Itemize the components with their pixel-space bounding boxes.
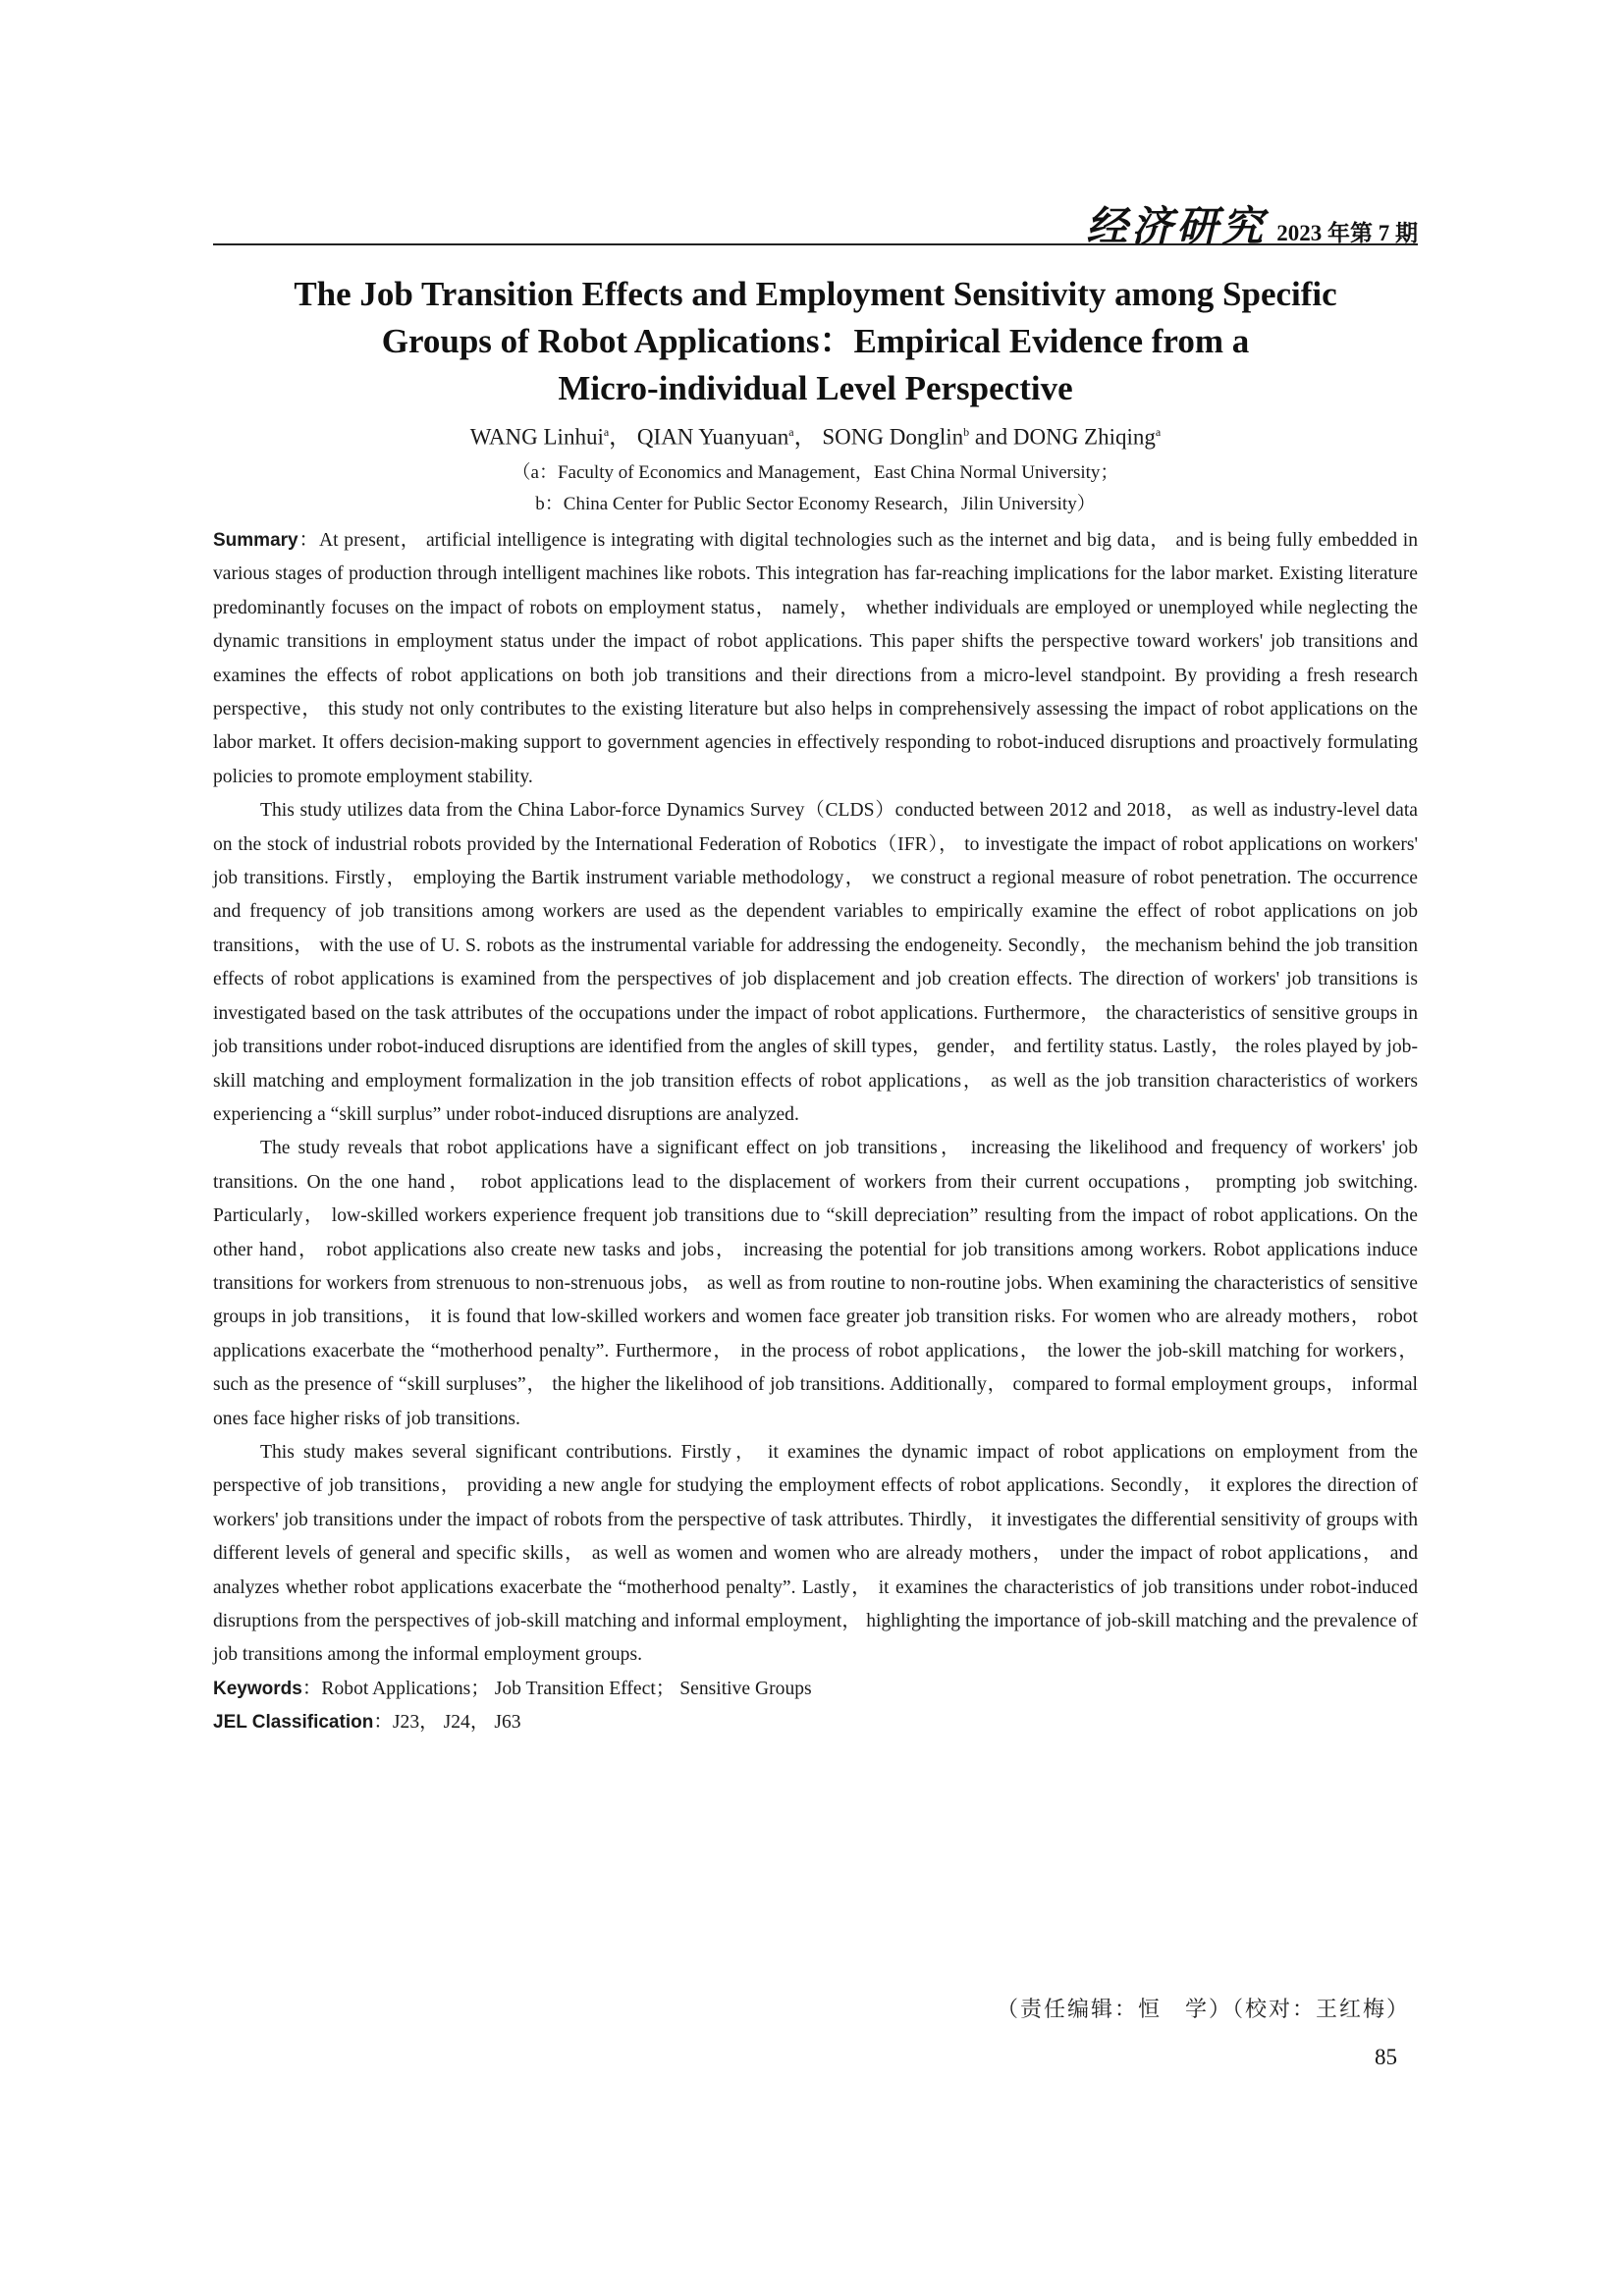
affiliation-a: （a：Faculty of Economics and Management，East China Normal University； xyxy=(512,462,1119,483)
page-number: 85 xyxy=(1375,2045,1397,2069)
title-line: The Job Transition Effects and Employment Sensitivity among Specific xyxy=(294,275,1337,313)
author-separator: ， xyxy=(609,424,632,450)
jel-text: J23， J24， J63 xyxy=(392,1712,521,1734)
body-paragraph: The study reveals that robot applications have a significant effect on job transitions， increasing the likelihood and frequency of workers' job transitions. On the one hand， robot applications lead to the displacement of workers from their current occupations， prompting job switching. Particularly， low-skilled workers experience frequent job transitions due to “skill depreciation” resulting from the impact of robot applications. On the other hand， robot applications also create new tasks and jobs， increasing the potential for job transitions among workers. Robot applications induce transitions for workers from strenuous to non-strenuous jobs， as well as from routine to non-routine jobs. When examining the characteristics of sensitive groups in job transitions， it is found that low-skilled workers and women face greater job transition risks. For women who are already mothers， robot applications exacerbate the “motherhood penalty”. Furthermore， in the process of robot applications， the lower the job-skill matching for workers， such as the presence of “skill surpluses”， the higher the likelihood of job transitions. Additionally， compared to formal employment groups， informal ones face higher risks of job transitions. xyxy=(213,1138,1418,1429)
running-header xyxy=(213,192,1418,250)
summary-paragraph xyxy=(213,524,1418,794)
body-paragraph: This study makes several significant contributions. Firstly， it examines the dynamic impact of robot applications on employment from the perspective of job transitions， providing a new angle for studying the employment effects of robot applications. Secondly， it explores the direction of workers' job transitions under the impact of robots from the perspective of task attributes. Thirdly， it investigates the differential sensitivity of groups with different levels of general and specific skills， as well as women and women who are already mothers， under the impact of robot applications， and analyzes whether robot applications exacerbate the “motherhood penalty”. Lastly， it examines the characteristics of job transitions under robot-induced disruptions from the perspectives of job-skill matching and informal employment， highlighting the importance of job-skill matching and the prevalence of job transitions among the informal employment groups. xyxy=(213,1441,1418,1666)
title-line: Groups of Robot Applications：Empirical Evidence from a xyxy=(381,322,1250,360)
title-line: Micro-individual Level Perspective xyxy=(558,369,1073,407)
author-affiliation-mark: a xyxy=(603,425,610,439)
paper-title xyxy=(213,271,1418,412)
journal-name: 经济研究 xyxy=(1086,202,1268,250)
author-name: DONG Zhiqing xyxy=(1012,424,1156,450)
affiliation-b: b：China Center for Public Sector Economy Research，Jilin University） xyxy=(535,494,1096,514)
keywords-line xyxy=(213,1673,1418,1706)
summary-label: Summary xyxy=(213,530,298,551)
summary-text: At present， artificial intelligence is integrating with digital technologies such as the internet and big data， and is being fully embedded in various stages of production through intelligent machines like robots. This integration has far-reaching implications for the labor market. Existing literature predominantly focuses on the impact of robots on employment status， namely， whether individuals are employed or unemployed while neglecting the dynamic transitions in employment status under the impact of robot applications. This paper shifts the perspective toward workers' job transitions and examines the effects of robot applications on both job transitions and their directions from a micro-level standpoint. By providing a fresh research perspective， this study not only contributes to the existing literature but also helps in comprehensively assessing the impact of robot applications on the labor market. It offers decision-making support to government agencies in effectively responding to robot-induced disruptions and proactively formulating policies to promote employment stability. xyxy=(213,530,1419,787)
abstract-body xyxy=(213,524,1418,1740)
author-affiliation-mark: a xyxy=(1155,425,1162,439)
author-affiliation-mark: b xyxy=(963,425,970,439)
author-name: WANG Linhui xyxy=(469,424,604,450)
editor-note: （责任编辑：恒 学）（校对：王红梅） xyxy=(996,1998,1410,2022)
keywords-text: Robot Applications； Job Transition Effect； Sensitive Groups xyxy=(321,1678,812,1699)
keywords-label: Keywords xyxy=(213,1678,302,1699)
author-name: SONG Donglin xyxy=(822,424,964,450)
summary-colon: ： xyxy=(298,530,319,551)
issue-label: 2023 年第 7 期 xyxy=(1276,221,1418,245)
body-paragraph: This study utilizes data from the China Labor-force Dynamics Survey（CLDS）conducted between 2012 and 2018， as well as industry-level data on the stock of industrial robots provided by the International Federation of Robotics（IFR）， to investigate the impact of robot applications on workers' job transitions. Firstly， employing the Bartik instrument variable methodology， we construct a regional measure of robot penetration. The occurrence and frequency of job transitions among workers are used as the dependent variables to empirically examine the effect of robot applications on job transitions， with the use of U. S. robots as the instrumental variable for addressing the endogeneity. Secondly， the mechanism behind the job transition effects of robot applications is examined from the perspectives of job displacement and job creation effects. The direction of workers' job transitions is investigated based on the task attributes of the occupations under the impact of robot applications. Furthermore， the characteristics of sensitive groups in job transitions under robot-induced disruptions are identified from the angles of skill types， gender， and fertility status. Lastly， the roles played by job-skill matching and employment formalization in the job transition effects of robot applications， as well as the job transition characteristics of workers experiencing a “skill surplus” under robot-induced disruptions are analyzed. xyxy=(213,800,1418,1125)
author-separator: and xyxy=(969,424,1013,450)
author-list xyxy=(213,417,1418,453)
jel-line xyxy=(213,1706,1418,1739)
author-affiliation-mark: a xyxy=(788,425,794,439)
author-separator: ， xyxy=(793,424,817,450)
jel-label: JEL Classification xyxy=(213,1712,374,1734)
keywords-colon: ： xyxy=(301,1678,322,1699)
journal-masthead xyxy=(1086,194,1418,253)
author-name: QIAN Yuanyuan xyxy=(636,424,789,450)
jel-colon: ： xyxy=(373,1712,393,1734)
